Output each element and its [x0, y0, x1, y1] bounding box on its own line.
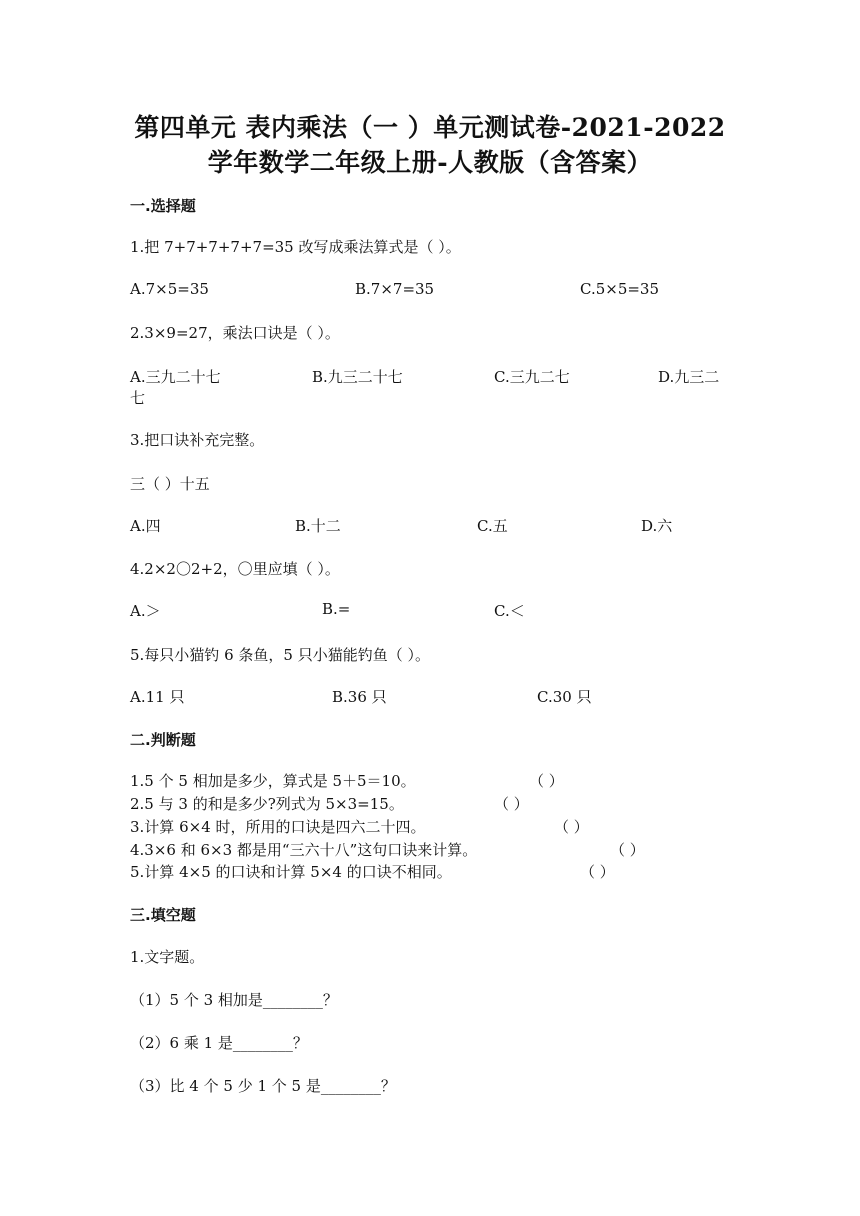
question-5-stem: 5.每只小猫钓 6 条鱼，5 只小猫能钓鱼（ ）。: [130, 646, 430, 664]
question-4-option-a: A.＞: [130, 602, 161, 620]
judge-item-1-text: 1.5 个 5 相加是多少，算式是 5＋5＝10。: [130, 772, 416, 790]
judge-item-5-blank: （ ）: [580, 863, 615, 881]
judge-item-1-blank: （ ）: [529, 772, 564, 790]
question-2-option-a: A.三九二十七: [130, 368, 221, 386]
judge-item-3-blank: （ ）: [554, 818, 589, 836]
question-2-option-c: C.三九二七: [494, 368, 570, 386]
fill-question-1-part-3: （3）比 4 个 5 少 1 个 5 是________？: [130, 1077, 396, 1095]
judge-item-5-text: 5.计算 4×5 的口诀和计算 5×4 的口诀不相同。: [130, 863, 452, 881]
judge-item-2-text: 2.5 与 3 的和是多少?列式为 5×3=15。: [130, 795, 404, 813]
question-4-stem: 4.2×2〇2+2，〇里应填（ ）。: [130, 560, 340, 578]
section-heading-true-false: 二.判断题: [130, 731, 196, 749]
judge-item-2-blank: （ ）: [494, 795, 529, 813]
question-1-option-a: A.7×5=35: [130, 280, 209, 298]
judge-item-4-text: 4.3×6 和 6×3 都是用“三六十八”这句口诀来计算。: [130, 841, 478, 859]
question-5-option-c: C.30 只: [537, 688, 592, 706]
judge-item-3-text: 3.计算 6×4 时，所用的口诀是四六二十四。: [130, 818, 426, 836]
section-heading-choice: 一.选择题: [130, 197, 196, 215]
fill-question-1-part-1: （1）5 个 3 相加是________？: [130, 991, 338, 1009]
question-5-option-a: A.11 只: [130, 688, 185, 706]
question-3-line-2: 三（ ）十五: [130, 475, 210, 493]
question-1-option-c: C.5×5=35: [580, 280, 660, 298]
question-3-option-b: B.十二: [295, 517, 341, 535]
question-3-stem: 3.把口诀补充完整。: [130, 431, 265, 449]
page-title-line-1: 第四单元 表内乘法（一 ）单元测试卷-2021-2022: [134, 113, 726, 142]
question-3-option-a: A.四: [130, 517, 161, 535]
fill-question-1-part-2: （2）6 乘 1 是________？: [130, 1034, 308, 1052]
question-2-option-b: B.九三二十七: [312, 368, 403, 386]
question-2-stem: 2.3×9=27，乘法口诀是（ ）。: [130, 324, 340, 342]
fill-question-1-stem: 1.文字题。: [130, 948, 205, 966]
question-1-stem: 1.把 7+7+7+7+7=35 改写成乘法算式是（ ）。: [130, 238, 461, 256]
question-5-option-b: B.36 只: [332, 688, 387, 706]
question-2-option-d: D.九三二: [658, 368, 720, 386]
question-1-option-b: B.7×7=35: [355, 280, 435, 298]
question-2-option-d-wrap: 七: [130, 389, 146, 407]
page-title-line-2: 学年数学二年级上册-人教版（含答案）: [207, 148, 653, 177]
section-heading-fill-blank: 三.填空题: [130, 906, 196, 924]
judge-item-4-blank: （ ）: [610, 841, 645, 859]
question-3-option-c: C.五: [477, 517, 508, 535]
question-3-option-d: D.六: [641, 517, 673, 535]
question-4-option-c: C.＜: [494, 602, 525, 620]
question-4-option-b: B.=: [322, 600, 351, 618]
